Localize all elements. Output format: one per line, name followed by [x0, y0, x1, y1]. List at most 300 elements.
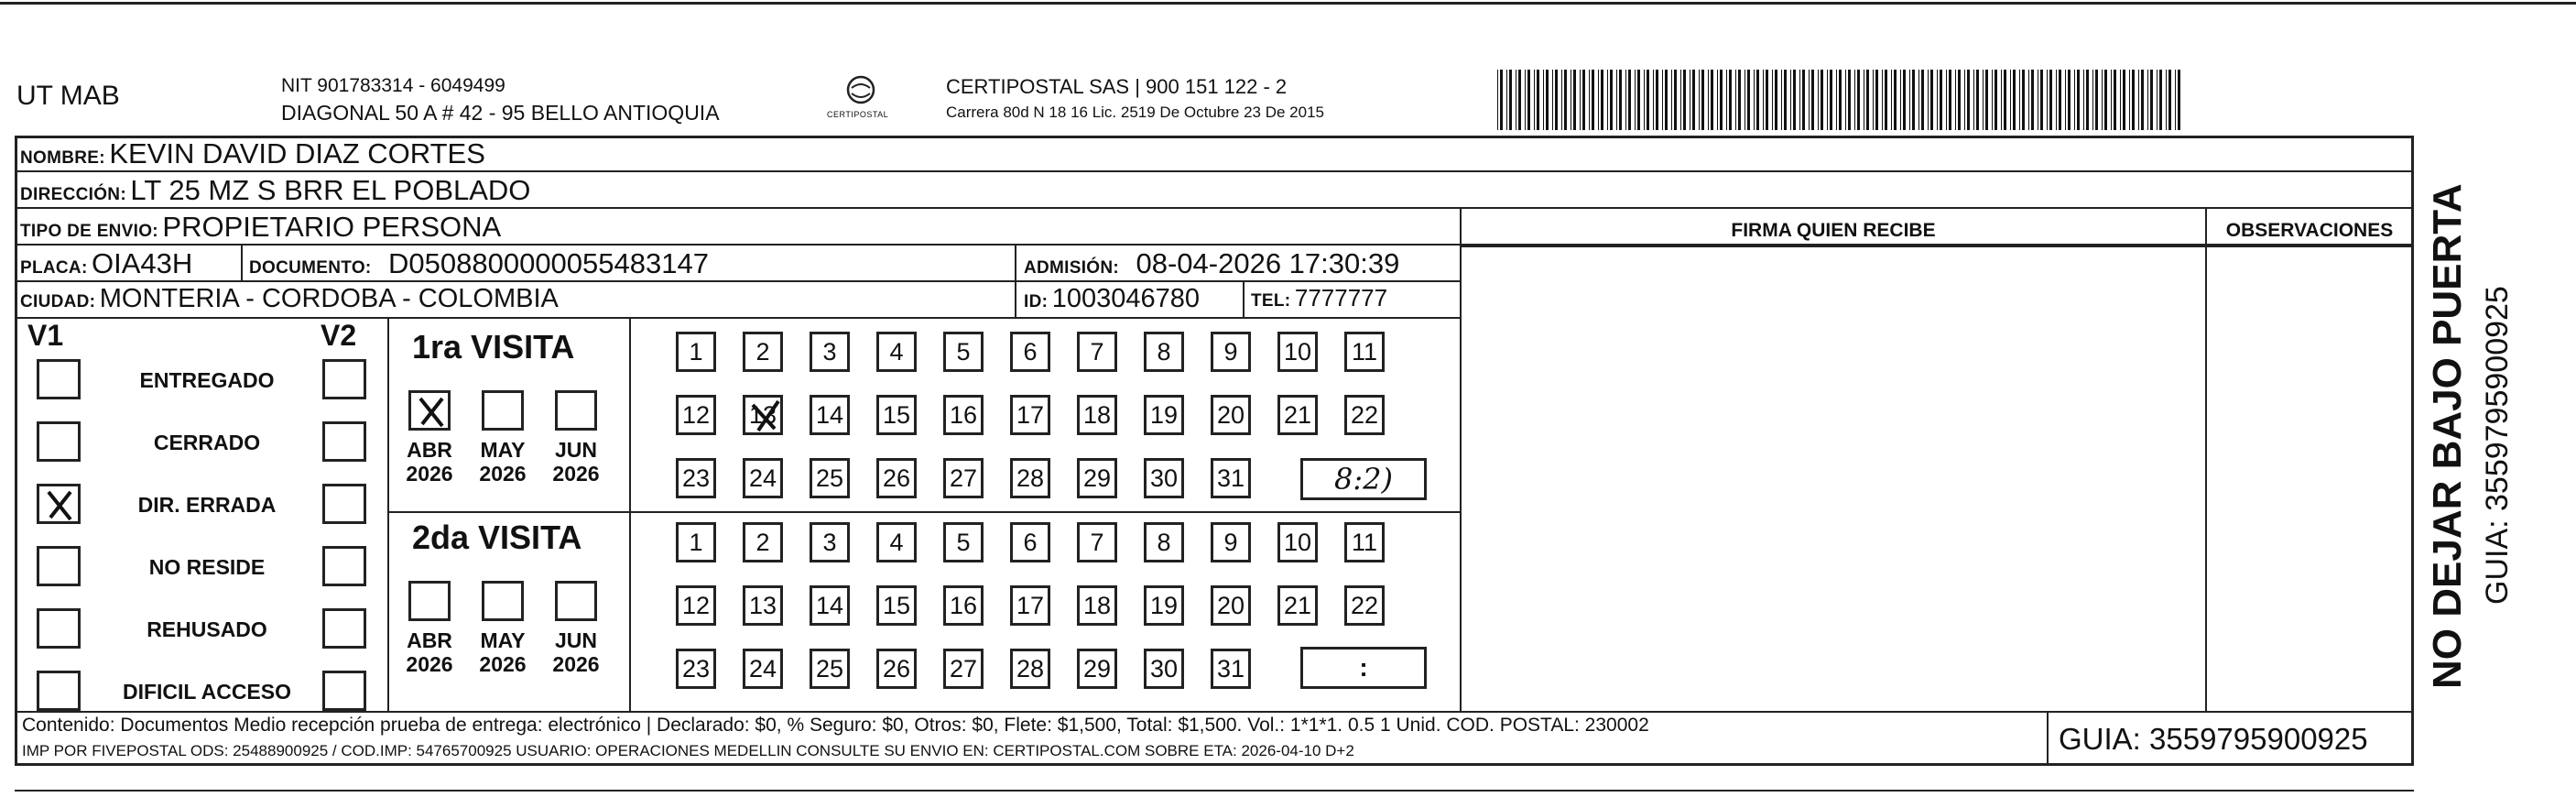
month-name: MAY [480, 628, 526, 652]
day-box[interactable] [1077, 332, 1117, 372]
barcode-bar [1525, 70, 1526, 130]
ciudad-field [20, 284, 559, 314]
day-box[interactable] [1344, 332, 1385, 372]
v2-checkbox[interactable] [322, 608, 366, 649]
day-number: 6 [1023, 338, 1038, 366]
field-divider [629, 319, 631, 711]
day-number: 7 [1090, 338, 1104, 366]
day-box[interactable] [743, 395, 783, 435]
day-number: 17 [1016, 401, 1045, 429]
barcode [1497, 70, 2184, 130]
barcode-bar [2104, 70, 2107, 130]
barcode-bar [2068, 70, 2071, 130]
day-box[interactable] [1077, 458, 1117, 498]
barcode-bar [1518, 70, 1521, 130]
barcode-bar [2092, 70, 2093, 130]
barcode-bar [2083, 70, 2084, 130]
documento-value: D0508800000055483147 [388, 247, 709, 279]
v1-checkbox[interactable] [37, 484, 81, 524]
day-number: 20 [1216, 401, 1245, 429]
day-box[interactable] [743, 458, 783, 498]
barcode-bar [1625, 70, 1626, 130]
barcode-bar [1949, 70, 1951, 130]
side-guia: GUIA: 3559795900925 [2480, 286, 2515, 605]
barcode-bar [2138, 70, 2139, 130]
barcode-bar [2178, 70, 2180, 130]
barcode-bar [1839, 70, 1842, 130]
barcode-bar [1589, 70, 1590, 130]
day-number: 14 [815, 401, 844, 429]
barcode-bar [2114, 70, 2116, 130]
day-box[interactable] [943, 395, 984, 435]
month-checkbox[interactable] [408, 581, 451, 621]
barcode-bar [1928, 70, 1929, 130]
month-name: JUN [554, 628, 597, 652]
admision-field [1024, 247, 1399, 280]
month-label [402, 628, 457, 676]
barcode-bar [1701, 70, 1704, 130]
day-number: 12 [681, 401, 711, 429]
day-box[interactable] [676, 522, 716, 562]
barcode-bar [1726, 70, 1727, 130]
barcode-bar [2047, 70, 2048, 130]
day-number: 15 [882, 592, 911, 619]
day-box[interactable] [1344, 585, 1385, 626]
barcode-bar [2040, 70, 2043, 130]
barcode-bar [2129, 70, 2130, 130]
barcode-bar [2111, 70, 2112, 130]
month-name: JUN [554, 438, 597, 462]
top-border-line [0, 2, 2576, 5]
barcode-bar [1564, 70, 1567, 130]
barcode-bar [1766, 70, 1768, 130]
barcode-bar [2077, 70, 2080, 130]
placa-label: PLACA: [20, 258, 88, 278]
day-box[interactable] [1010, 395, 1050, 435]
day-number: 10 [1283, 529, 1312, 556]
barcode-bar [2059, 70, 2061, 130]
day-box[interactable] [876, 522, 917, 562]
field-divider [241, 246, 243, 282]
day-box[interactable] [1211, 458, 1251, 498]
barcode-bar [1873, 70, 1874, 130]
day-number: 11 [1351, 338, 1378, 366]
v2-checkbox[interactable] [322, 671, 366, 711]
logo-text: CERTIPOSTAL [827, 110, 889, 119]
day-box[interactable] [810, 395, 850, 435]
footer-divider [16, 711, 2412, 713]
day-number: 18 [1082, 592, 1112, 619]
tel-value: 7777777 [1294, 284, 1388, 311]
barcode-bar [1527, 70, 1530, 130]
v2-checkbox[interactable] [322, 484, 366, 524]
day-box[interactable] [1277, 332, 1318, 372]
v2-label: V2 [321, 319, 357, 352]
id-value: 1003046780 [1051, 284, 1200, 313]
day-number: 17 [1016, 592, 1045, 619]
day-box[interactable] [743, 332, 783, 372]
day-box[interactable] [1211, 395, 1251, 435]
barcode-bar [1930, 70, 1933, 130]
month-year: 2026 [552, 462, 600, 486]
day-box[interactable] [876, 395, 917, 435]
barcode-bar [1683, 70, 1686, 130]
day-box[interactable] [810, 458, 850, 498]
day-number: 25 [815, 655, 844, 682]
month-year: 2026 [479, 462, 527, 486]
license-text: Carrera 80d N 18 16 Lic. 2519 De Octubre 23 De 2015 [946, 104, 1324, 121]
day-box[interactable] [1077, 649, 1117, 689]
barcode-bar [1644, 70, 1645, 130]
day-box[interactable] [1344, 522, 1385, 562]
row-divider [16, 207, 2412, 209]
barcode-bar [1635, 70, 1636, 130]
barcode-bar [2168, 70, 2171, 130]
day-box[interactable] [1010, 458, 1050, 498]
barcode-bar [2157, 70, 2158, 130]
day-number: 1 [689, 338, 703, 366]
visit-divider [387, 511, 1460, 513]
day-box[interactable] [1077, 522, 1117, 562]
day-number: 12 [681, 592, 711, 619]
month-checkbox[interactable] [555, 581, 597, 621]
second-visit-time[interactable]: : [1300, 647, 1427, 689]
direccion-label: DIRECCIÓN: [20, 185, 126, 204]
day-number: 4 [889, 529, 904, 556]
day-number: 9 [1223, 529, 1238, 556]
barcode-bar [1894, 70, 1897, 130]
barcode-bar [1857, 70, 1860, 130]
barcode-bar [1497, 70, 1498, 130]
month-label [549, 438, 603, 486]
v2-checkbox[interactable] [322, 546, 366, 586]
barcode-bar [1543, 70, 1544, 130]
barcode-bar [1555, 70, 1558, 130]
barcode-bar [1976, 70, 1979, 130]
admision-value: 08-04-2026 17:30:39 [1136, 247, 1400, 279]
day-box[interactable] [810, 522, 850, 562]
day-box[interactable] [1010, 649, 1050, 689]
barcode-bar [1845, 70, 1846, 130]
barcode-bar [1546, 70, 1549, 130]
day-box[interactable] [1010, 522, 1050, 562]
day-box[interactable] [810, 649, 850, 689]
barcode-bar [2010, 70, 2011, 130]
day-box[interactable] [676, 458, 716, 498]
day-number: 28 [1016, 655, 1045, 682]
day-number: 10 [1283, 338, 1312, 366]
day-number: 19 [1149, 401, 1179, 429]
v2-checkbox[interactable] [322, 421, 366, 462]
month-checkbox[interactable] [555, 390, 597, 431]
barcode-bar [1793, 70, 1796, 130]
day-box[interactable] [1211, 522, 1251, 562]
v1-checkbox[interactable] [37, 421, 81, 462]
day-number: 26 [882, 655, 911, 682]
day-box[interactable] [1277, 522, 1318, 562]
barcode-bar [1671, 70, 1672, 130]
day-number: 11 [1351, 529, 1378, 556]
day-box[interactable] [1010, 332, 1050, 372]
day-box[interactable] [1211, 649, 1251, 689]
day-number: 21 [1283, 592, 1312, 619]
day-box[interactable] [743, 649, 783, 689]
day-box[interactable] [1277, 395, 1318, 435]
v1-checkbox[interactable] [37, 671, 81, 711]
barcode-bar [1561, 70, 1562, 130]
day-box[interactable] [943, 585, 984, 626]
barcode-bar [2159, 70, 2162, 130]
day-box[interactable] [943, 649, 984, 689]
month-checkbox[interactable] [408, 390, 451, 431]
month-year: 2026 [406, 652, 453, 676]
v2-checkbox[interactable] [322, 359, 366, 399]
day-box[interactable] [943, 332, 984, 372]
direccion-value: LT 25 MZ S BRR EL POBLADO [130, 174, 531, 206]
month-checkbox[interactable] [482, 581, 524, 621]
barcode-bar [1717, 70, 1718, 130]
day-box[interactable] [1211, 585, 1251, 626]
barcode-bar [1500, 70, 1503, 130]
barcode-bar [1921, 70, 1924, 130]
day-box[interactable] [676, 395, 716, 435]
day-box[interactable] [876, 458, 917, 498]
month-name: ABR [407, 628, 452, 652]
second-visit-title: 2da VISITA [412, 519, 582, 556]
tel-label: TEL: [1251, 291, 1291, 311]
day-box[interactable] [876, 649, 917, 689]
day-number: 7 [1090, 529, 1104, 556]
day-box[interactable] [810, 332, 850, 372]
barcode-bar [1509, 70, 1512, 130]
day-box[interactable] [1144, 522, 1184, 562]
barcode-bar [1674, 70, 1677, 130]
day-number: 24 [748, 464, 777, 492]
day-number: 21 [1283, 401, 1312, 429]
field-divider [2047, 713, 2049, 764]
day-box[interactable] [1144, 458, 1184, 498]
address-text: DIAGONAL 50 A # 42 - 95 BELLO ANTIOQUIA [281, 101, 720, 125]
day-box[interactable] [1344, 395, 1385, 435]
barcode-bar [1656, 70, 1658, 130]
barcode-bar [1973, 70, 1974, 130]
field-divider [387, 319, 389, 711]
barcode-bar [1628, 70, 1631, 130]
day-number: 29 [1082, 464, 1112, 492]
barcode-bar [1809, 70, 1810, 130]
barcode-bar [2031, 70, 2034, 130]
first-visit-time[interactable]: 8:2) [1300, 458, 1427, 500]
barcode-bar [1992, 70, 1993, 130]
field-divider [1243, 282, 1245, 319]
day-box[interactable] [943, 522, 984, 562]
footer-content: Contenido: Documentos Medio recepción prueba de entrega: electrónico | Declarado: $0, % Seguro: $0, Otros: $0, Flete: $1,500, Total: $1,500. Vol.: 1*1*1. 0.5 1 Unid. COD. POSTAL: 230002 [22, 715, 1649, 736]
nombre-row [20, 137, 485, 170]
barcode-bar [1754, 70, 1755, 130]
direccion-row [20, 174, 530, 207]
month-name: ABR [407, 438, 452, 462]
barcode-bar [1821, 70, 1823, 130]
barcode-bar [2095, 70, 2098, 130]
barcode-bar [2141, 70, 2144, 130]
barcode-bar [1918, 70, 1919, 130]
month-year: 2026 [552, 652, 600, 676]
day-number: 23 [681, 464, 711, 492]
barcode-bar [1967, 70, 1970, 130]
barcode-bar [1506, 70, 1507, 130]
barcode-bar [2022, 70, 2025, 130]
section-divider [2205, 209, 2207, 711]
month-label [549, 628, 603, 676]
barcode-bar [1912, 70, 1915, 130]
barcode-bar [2019, 70, 2020, 130]
barcode-bar [2065, 70, 2066, 130]
barcode-bar [2086, 70, 2089, 130]
barcode-bar [1958, 70, 1961, 130]
barcode-bar [1653, 70, 1654, 130]
barcode-bar [1955, 70, 1956, 130]
v1-checkbox[interactable] [37, 608, 81, 649]
barcode-bar [1680, 70, 1681, 130]
barcode-bar [1964, 70, 1965, 130]
barcode-bar [1909, 70, 1910, 130]
barcode-bar [1692, 70, 1695, 130]
barcode-bar [1598, 70, 1599, 130]
ciudad-value: MONTERIA - CORDOBA - COLOMBIA [99, 284, 559, 313]
barcode-bar [2132, 70, 2135, 130]
day-box[interactable] [1144, 332, 1184, 372]
day-number: 16 [949, 592, 978, 619]
barcode-bar [1848, 70, 1851, 130]
barcode-bar [1747, 70, 1750, 130]
day-number: 8 [1157, 338, 1171, 366]
footer-print-info: IMP POR FIVEPOSTAL ODS: 25488900925 / COD.IMP: 54765700925 USUARIO: OPERACIONES MEDELLIN CONSULTE SU ENVIO EN: CERTIPOSTAL.COM SOBRE ETA: 2026-04-10 D+2 [22, 742, 1354, 759]
v1-label: V1 [27, 319, 64, 352]
barcode-bar [1903, 70, 1906, 130]
barcode-bar [1729, 70, 1732, 130]
day-box[interactable] [1144, 395, 1184, 435]
day-box[interactable] [676, 649, 716, 689]
barcode-bar [1891, 70, 1892, 130]
day-box[interactable] [1010, 585, 1050, 626]
barcode-bar [1592, 70, 1594, 130]
barcode-bar [1601, 70, 1603, 130]
day-number: 22 [1350, 401, 1379, 429]
day-box[interactable] [876, 585, 917, 626]
barcode-bar [2102, 70, 2103, 130]
day-number: 27 [949, 464, 978, 492]
day-number: 30 [1149, 464, 1179, 492]
month-label [402, 438, 457, 486]
month-name: MAY [480, 438, 526, 462]
barcode-bar [1985, 70, 1988, 130]
day-number: 16 [949, 401, 978, 429]
barcode-bar [1619, 70, 1622, 130]
barcode-bar [1763, 70, 1764, 130]
day-number: 26 [882, 464, 911, 492]
day-number: 2 [755, 338, 770, 366]
bottom-line [15, 790, 2414, 792]
barcode-bar [2175, 70, 2176, 130]
day-number: 4 [889, 338, 904, 366]
barcode-bar [2166, 70, 2167, 130]
barcode-bar [1836, 70, 1837, 130]
barcode-bar [1946, 70, 1947, 130]
row-divider [16, 170, 2412, 172]
day-number: 1 [689, 529, 703, 556]
day-number: 31 [1216, 655, 1245, 682]
barcode-bar [1738, 70, 1741, 130]
barcode-bar [1799, 70, 1800, 130]
column-header-divider [1462, 246, 2412, 247]
v1-checkbox[interactable] [37, 359, 81, 399]
month-label [475, 628, 530, 676]
barcode-bar [1827, 70, 1828, 130]
day-box[interactable] [676, 585, 716, 626]
month-label [475, 438, 530, 486]
day-box[interactable] [810, 585, 850, 626]
day-box[interactable] [1077, 395, 1117, 435]
barcode-bar [1830, 70, 1832, 130]
barcode-bar [1534, 70, 1535, 130]
tipo-label: TIPO DE ENVIO: [20, 222, 158, 241]
day-box[interactable] [1211, 332, 1251, 372]
day-box[interactable] [876, 332, 917, 372]
day-box[interactable] [1144, 585, 1184, 626]
day-box[interactable] [743, 522, 783, 562]
day-box[interactable] [743, 585, 783, 626]
barcode-bar [1537, 70, 1539, 130]
day-box[interactable] [1144, 649, 1184, 689]
barcode-bar [2004, 70, 2006, 130]
day-box[interactable] [676, 332, 716, 372]
barcode-bar [1637, 70, 1640, 130]
barcode-bar [2147, 70, 2148, 130]
day-number: 22 [1350, 592, 1379, 619]
barcode-bar [1711, 70, 1713, 130]
barcode-bar [2120, 70, 2121, 130]
day-number: 5 [956, 338, 971, 366]
day-box[interactable] [1277, 585, 1318, 626]
id-field [1024, 284, 1200, 314]
barcode-bar [2056, 70, 2057, 130]
barcode-bar [1875, 70, 1878, 130]
company-code: UT MAB [16, 81, 120, 111]
documento-label: DOCUMENTO: [249, 258, 372, 278]
status-label: DIR. ERRADA [137, 493, 277, 517]
barcode-bar [1790, 70, 1791, 130]
section-divider [1460, 209, 1462, 711]
month-checkbox[interactable] [482, 390, 524, 431]
month-year: 2026 [479, 652, 527, 676]
v1-checkbox[interactable] [37, 546, 81, 586]
day-number: 20 [1216, 592, 1245, 619]
barcode-bar [1580, 70, 1581, 130]
barcode-bar [1882, 70, 1883, 130]
placa-value: OIA43H [92, 247, 193, 279]
day-number: 18 [1082, 401, 1112, 429]
barcode-bar [1994, 70, 1997, 130]
day-number: 13 [748, 592, 777, 619]
firma-header: FIRMA QUIEN RECIBE [1731, 220, 1936, 241]
ciudad-label: CIUDAD: [20, 292, 96, 311]
barcode-bar [1983, 70, 1984, 130]
barcode-bar [1885, 70, 1887, 130]
barcode-bar [1665, 70, 1668, 130]
day-box[interactable] [943, 458, 984, 498]
barcode-bar [1940, 70, 1942, 130]
day-box[interactable] [1077, 585, 1117, 626]
